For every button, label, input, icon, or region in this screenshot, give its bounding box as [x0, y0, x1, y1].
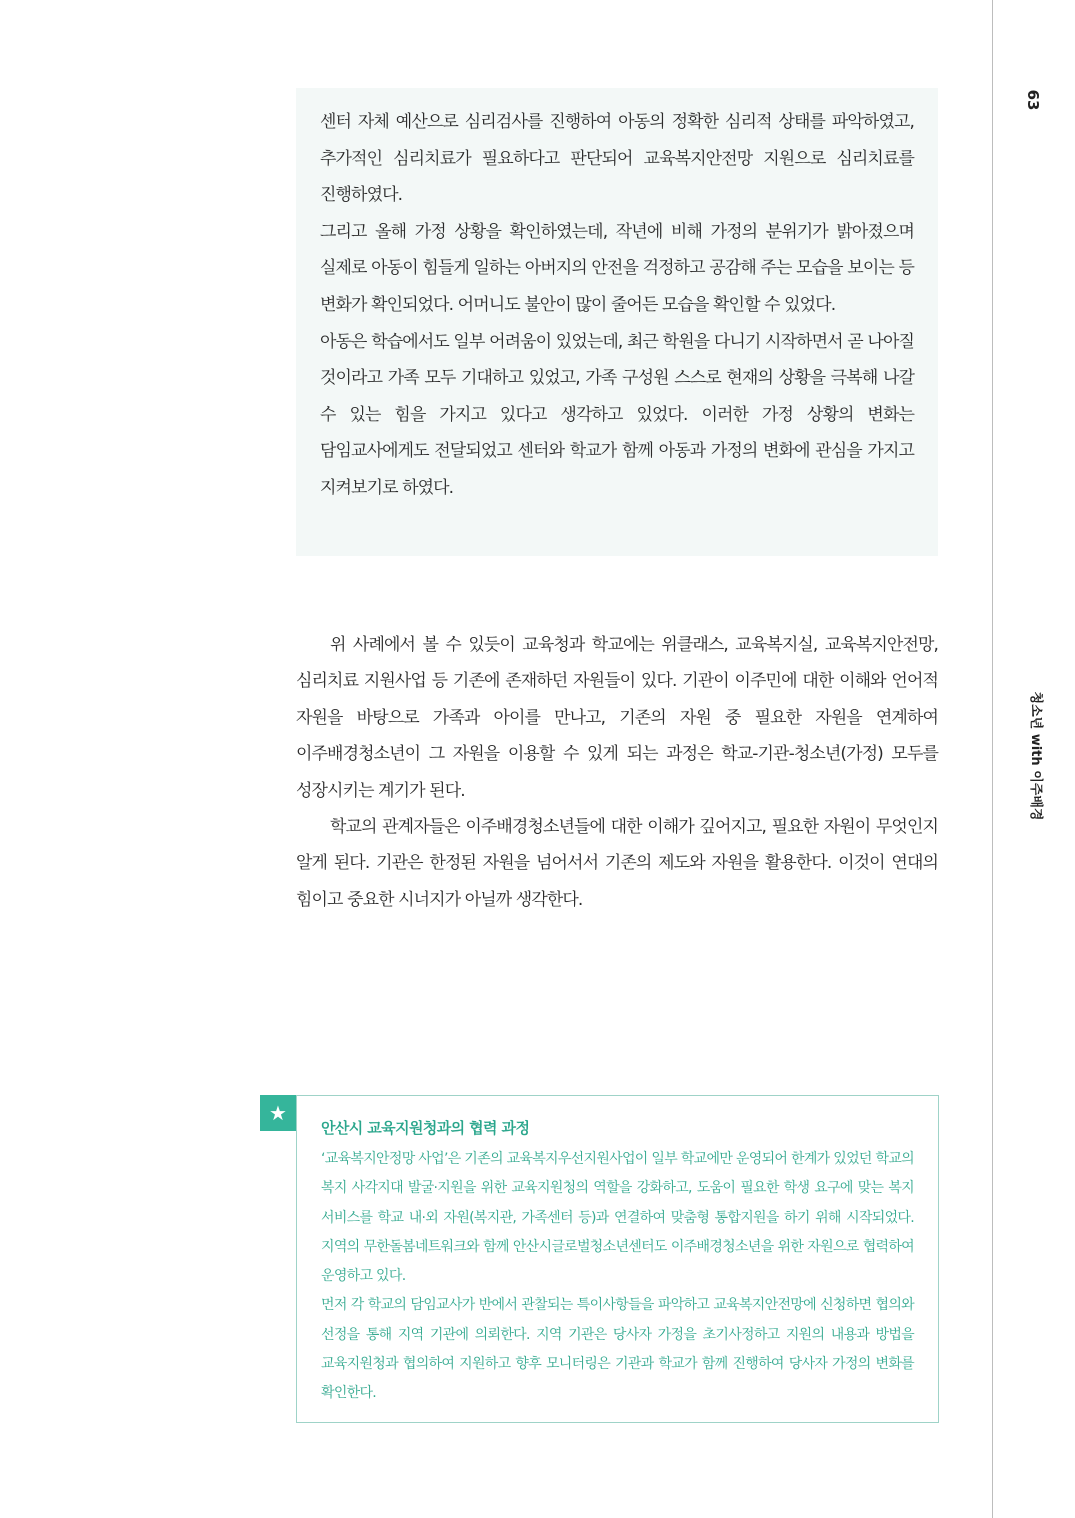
info-paragraph-2: 먼저 각 학교의 담임교사가 반에서 관찰되는 특이사항들을 파악하고 교육복지안전망에 신청하면 협의와 선정을 통해 지역 기관에 의뢰한다. 지역 기관은 당사자 가정을 초기사정하고 지원의 내용과 방법을 교육지원청과 협의하여 지원하고 향후 모니터링은 기관과 학교가 함께 진행하여 당사자 가정의 변화를 확인한다.	[321, 1297, 914, 1402]
margin-rule	[992, 0, 993, 1518]
case-paragraph-1: 센터 자체 예산으로 심리검사를 진행하여 아동의 정확한 심리적 상태를 파악하였고, 추가적인 심리치료가 필요하다고 판단되어 교육복지안전망 지원으로 심리치료를 진행하였다.	[320, 112, 914, 206]
body-paragraph-2: 학교의 관계자들은 이주배경청소년들에 대한 이해가 깊어지고, 필요한 자원이 무엇인지 알게 된다. 기관은 한정된 자원을 넘어서서 기존의 제도와 자원을 활용한다. 이것이 연대의 힘이고 중요한 시너지가 아닐까 생각한다.	[296, 817, 938, 910]
case-paragraph-3: 아동은 학습에서도 일부 어려움이 있었는데, 최근 학원을 다니기 시작하면서 곧 나아질 것이라고 가족 모두 기대하고 있었고, 가족 구성원 스스로 현재의 상황을 극복해 나갈 수 있는 힘을 가지고 있다고 생각하고 있었다. 이러한 가정 상황의 변화는 담임교사에게도 전달되었고 센터와 학교가 함께 아동과 가정의 변화에 관심을 가지고 지켜보기로 하였다.	[320, 331, 914, 498]
case-paragraph-2: 그리고 올해 가정 상황을 확인하였는데, 작년에 비해 가정의 분위기가 밝아졌으며 실제로 아동이 힘들게 일하는 아버지의 안전을 걱정하고 공감해 주는 모습을 보이는 등 변화가 확인되었다. 어머니도 불안이 많이 줄어든 모습을 확인할 수 있었다.	[320, 221, 914, 315]
case-study-box	[296, 88, 938, 556]
body-paragraph-1: 위 사례에서 볼 수 있듯이 교육청과 학교에는 위클래스, 교육복지실, 교육복지안전망, 심리치료 지원사업 등 기존에 존재하던 자원들이 있다. 기관이 이주민에 대한 이해와 언어적 자원을 바탕으로 가족과 아이를 만나고, 기존의 자원 중 필요한 자원을 연계하여 이주배경청소년이 그 자원을 이용할 수 있게 되는 과정은 학교-기관-청소년(가정) 모두를 성장시키는 계기가 된다.	[296, 635, 938, 801]
info-box-title: 안산시 교육지원청과의 협력 과정	[321, 1119, 530, 1137]
page-number: 63	[1024, 89, 1042, 111]
star-icon: ★	[260, 1095, 296, 1131]
running-title: 청소년 with 이주배경	[1028, 691, 1043, 821]
info-box	[296, 1095, 939, 1423]
body-text	[296, 627, 938, 918]
info-paragraph-1: ‘교육복지안정망 사업’은 기존의 교육복지우선지원사업이 일부 학교에만 운영되어 한계가 있었던 학교의 복지 사각지대 발굴·지원을 위한 교육지원청의 역할을 강화하고, 도움이 필요한 학생 요구에 맞는 복지 서비스를 학교 내·외 자원(복지관, 가족센터 등)과 연결하여 맞춤형 통합지원을 하기 위해 시작되었다. 지역의 무한돌봄네트워크와 함께 안산시글로벌청소년센터도 이주배경청소년을 위한 자원으로 협력하여 운영하고 있다.	[321, 1151, 915, 1285]
